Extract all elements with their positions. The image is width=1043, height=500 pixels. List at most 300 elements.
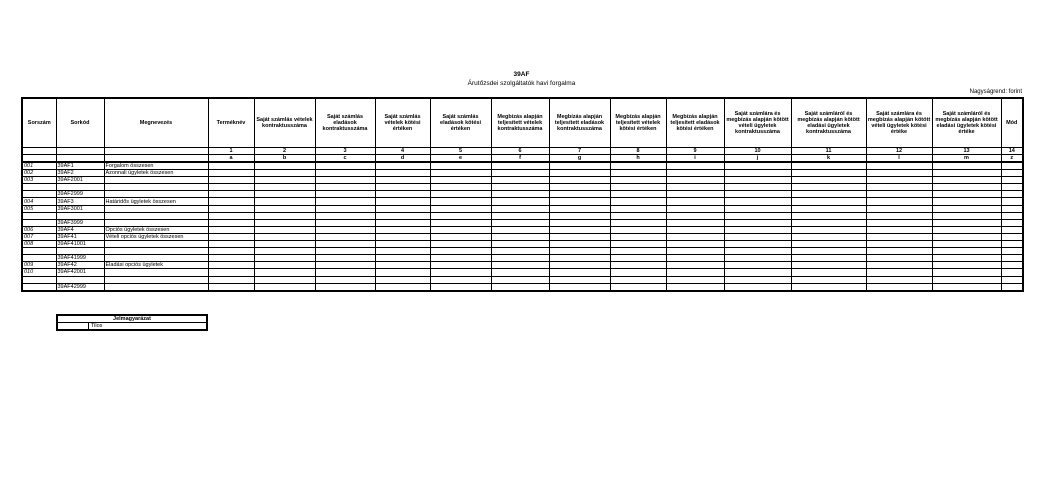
row-name [104,184,208,191]
data-cell[interactable] [866,255,932,262]
data-cell[interactable] [254,191,315,198]
data-cell[interactable] [610,226,666,233]
data-cell[interactable] [254,283,315,291]
data-cell[interactable] [866,219,932,226]
data-cell[interactable] [866,233,932,240]
data-cell[interactable] [666,248,724,255]
data-cell[interactable] [430,283,491,291]
data-cell[interactable] [315,269,375,276]
row-name: Határidős ügyletek összesen [104,198,208,205]
row-serial: 001 [22,162,56,170]
data-cell[interactable] [932,233,1001,240]
data-cell[interactable] [932,241,1001,248]
data-cell[interactable] [791,191,866,198]
data-cell[interactable] [724,248,791,255]
data-cell[interactable] [610,170,666,177]
data-cell[interactable] [375,177,430,184]
data-cell[interactable] [430,226,491,233]
data-cell[interactable] [208,177,254,184]
data-cell[interactable] [724,262,791,269]
row-code: 39AF3001 [56,205,104,212]
data-cell[interactable] [254,184,315,191]
data-cell[interactable] [254,255,315,262]
data-cell[interactable] [932,191,1001,198]
data-cell[interactable] [724,191,791,198]
row-name [104,283,208,291]
column-header: Saját számlás eladások kötési értéken [430,98,491,148]
data-cell[interactable] [254,276,315,283]
row-name [104,219,208,226]
data-cell[interactable] [610,241,666,248]
data-cell[interactable] [491,233,549,240]
row-name [104,177,208,184]
data-cell[interactable] [724,198,791,205]
data-cell[interactable] [866,226,932,233]
data-cell[interactable] [208,170,254,177]
data-cell[interactable] [315,184,375,191]
data-cell[interactable] [666,255,724,262]
data-cell[interactable] [208,255,254,262]
data-cell[interactable] [375,241,430,248]
data-cell[interactable] [491,177,549,184]
data-cell[interactable] [208,198,254,205]
data-cell[interactable] [666,198,724,205]
table-row [22,177,1023,184]
data-cell[interactable] [791,255,866,262]
data-cell[interactable] [315,212,375,219]
data-cell[interactable] [315,248,375,255]
data-cell[interactable] [866,241,932,248]
data-cell[interactable] [610,255,666,262]
data-cell[interactable] [491,241,549,248]
data-cell[interactable] [208,212,254,219]
data-cell[interactable] [724,212,791,219]
data-cell[interactable] [430,184,491,191]
data-cell[interactable] [791,205,866,212]
data-cell[interactable] [1001,269,1023,276]
data-cell[interactable] [666,269,724,276]
data-cell[interactable] [1001,262,1023,269]
data-cell[interactable] [666,184,724,191]
data-cell[interactable] [1001,226,1023,233]
data-cell[interactable] [491,262,549,269]
data-cell[interactable] [932,283,1001,291]
row-name [104,212,208,219]
data-cell[interactable] [549,177,610,184]
data-cell[interactable] [866,248,932,255]
data-cell[interactable] [866,191,932,198]
data-cell[interactable] [208,205,254,212]
table-row [22,170,1023,177]
column-header: Saját számlás vételek kontraktusszáma [254,98,315,148]
column-letter [22,155,56,163]
data-cell[interactable] [724,162,791,170]
data-cell[interactable] [254,262,315,269]
data-cell[interactable] [932,162,1001,170]
data-cell[interactable] [610,177,666,184]
data-cell[interactable] [491,248,549,255]
data-cell[interactable] [549,184,610,191]
data-cell[interactable] [866,269,932,276]
data-cell[interactable] [610,269,666,276]
row-code: 39AF3999 [56,219,104,226]
data-cell[interactable] [375,248,430,255]
data-cell[interactable] [208,162,254,170]
data-cell[interactable] [866,162,932,170]
data-cell[interactable] [549,219,610,226]
data-cell[interactable] [549,198,610,205]
row-name [104,255,208,262]
data-cell[interactable] [610,198,666,205]
data-cell[interactable] [549,255,610,262]
data-cell[interactable] [1001,255,1023,262]
data-cell[interactable] [724,219,791,226]
data-cell[interactable] [315,262,375,269]
data-cell[interactable] [430,233,491,240]
data-cell[interactable] [610,283,666,291]
data-cell[interactable] [375,269,430,276]
data-cell[interactable] [491,276,549,283]
data-cell[interactable] [791,262,866,269]
row-serial: 006 [22,226,56,233]
data-cell[interactable] [610,162,666,170]
data-cell[interactable] [866,170,932,177]
data-cell[interactable] [666,226,724,233]
data-cell[interactable] [491,198,549,205]
data-cell[interactable] [610,212,666,219]
row-code: 39AF41 [56,233,104,240]
data-cell[interactable] [208,248,254,255]
data-cell[interactable] [208,241,254,248]
row-code: 39AF42001 [56,269,104,276]
data-cell[interactable] [932,184,1001,191]
data-cell[interactable] [724,226,791,233]
data-cell[interactable] [1001,212,1023,219]
data-cell[interactable] [791,241,866,248]
data-cell[interactable] [791,198,866,205]
data-cell[interactable] [1001,191,1023,198]
data-cell[interactable] [208,283,254,291]
data-cell[interactable] [932,276,1001,283]
data-cell[interactable] [315,276,375,283]
data-cell[interactable] [610,191,666,198]
data-cell[interactable] [430,269,491,276]
data-cell[interactable] [666,162,724,170]
column-letter: a [208,155,254,163]
data-cell[interactable] [315,198,375,205]
column-letter: d [375,155,430,163]
data-cell[interactable] [932,198,1001,205]
data-cell[interactable] [491,219,549,226]
column-number: 7 [549,148,610,155]
data-cell[interactable] [666,170,724,177]
data-cell[interactable] [549,212,610,219]
data-cell[interactable] [610,233,666,240]
data-cell[interactable] [666,262,724,269]
data-cell[interactable] [866,262,932,269]
data-cell[interactable] [375,255,430,262]
data-cell[interactable] [375,162,430,170]
data-cell[interactable] [791,248,866,255]
data-cell[interactable] [254,219,315,226]
data-cell[interactable] [791,233,866,240]
data-cell[interactable] [375,276,430,283]
data-cell[interactable] [254,248,315,255]
data-cell[interactable] [791,283,866,291]
data-cell[interactable] [1001,233,1023,240]
data-cell[interactable] [1001,205,1023,212]
data-cell[interactable] [208,219,254,226]
data-cell[interactable] [254,212,315,219]
data-cell[interactable] [491,205,549,212]
row-serial: 002 [22,170,56,177]
data-cell[interactable] [315,255,375,262]
data-cell[interactable] [724,241,791,248]
data-cell[interactable] [375,226,430,233]
data-cell[interactable] [666,241,724,248]
data-cell[interactable] [610,184,666,191]
data-cell[interactable] [315,177,375,184]
data-cell[interactable] [610,276,666,283]
data-cell[interactable] [549,248,610,255]
data-cell[interactable] [254,233,315,240]
data-cell[interactable] [430,177,491,184]
row-serial [22,255,56,262]
data-cell[interactable] [610,248,666,255]
data-cell[interactable] [866,177,932,184]
data-cell[interactable] [791,177,866,184]
data-cell[interactable] [430,241,491,248]
row-serial: 007 [22,233,56,240]
data-cell[interactable] [315,219,375,226]
data-cell[interactable] [666,283,724,291]
data-cell[interactable] [932,226,1001,233]
column-header: Saját számlára és megbízás alapján kötött vételi ügyletek kötési értéke [866,98,932,148]
data-cell[interactable] [315,226,375,233]
data-cell[interactable] [430,212,491,219]
data-cell[interactable] [549,162,610,170]
data-cell[interactable] [315,191,375,198]
data-cell[interactable] [724,184,791,191]
data-cell[interactable] [666,191,724,198]
data-cell[interactable] [1001,184,1023,191]
data-cell[interactable] [549,170,610,177]
data-cell[interactable] [315,162,375,170]
data-cell[interactable] [375,233,430,240]
data-cell[interactable] [254,269,315,276]
data-cell[interactable] [375,212,430,219]
data-cell[interactable] [666,219,724,226]
data-cell[interactable] [1001,170,1023,177]
column-header: Mód [1001,98,1023,148]
data-cell[interactable] [1001,241,1023,248]
data-cell[interactable] [791,226,866,233]
data-cell[interactable] [666,276,724,283]
data-cell[interactable] [932,248,1001,255]
data-cell[interactable] [932,177,1001,184]
data-cell[interactable] [491,269,549,276]
data-cell[interactable] [1001,276,1023,283]
data-cell[interactable] [208,276,254,283]
data-cell[interactable] [491,212,549,219]
data-cell[interactable] [549,269,610,276]
row-serial [22,283,56,291]
row-name [104,241,208,248]
data-cell[interactable] [791,162,866,170]
data-cell[interactable] [254,177,315,184]
data-cell[interactable] [491,283,549,291]
data-cell[interactable] [932,219,1001,226]
data-cell[interactable] [375,205,430,212]
data-cell[interactable] [315,205,375,212]
data-cell[interactable] [549,262,610,269]
data-cell[interactable] [932,255,1001,262]
data-cell[interactable] [791,170,866,177]
data-cell[interactable] [254,241,315,248]
column-number [56,148,104,155]
data-cell[interactable] [724,269,791,276]
data-cell[interactable] [666,233,724,240]
data-cell[interactable] [254,205,315,212]
data-cell[interactable] [724,233,791,240]
data-cell[interactable] [866,212,932,219]
data-cell[interactable] [315,241,375,248]
data-cell[interactable] [549,283,610,291]
data-cell[interactable] [491,184,549,191]
row-code: 39AF42999 [56,283,104,291]
data-cell[interactable] [430,262,491,269]
data-cell[interactable] [610,262,666,269]
data-cell[interactable] [549,205,610,212]
data-cell[interactable] [549,233,610,240]
row-serial [22,212,56,219]
data-cell[interactable] [791,212,866,219]
data-cell[interactable] [208,262,254,269]
data-cell[interactable] [866,205,932,212]
data-cell[interactable] [254,170,315,177]
data-cell[interactable] [1001,198,1023,205]
data-cell[interactable] [491,226,549,233]
data-cell[interactable] [549,276,610,283]
data-cell[interactable] [1001,177,1023,184]
column-header: Megbízás alapján teljesített eladások kontraktusszáma [549,98,610,148]
data-cell[interactable] [430,191,491,198]
column-number: 4 [375,148,430,155]
data-cell[interactable] [375,184,430,191]
data-cell[interactable] [1001,283,1023,291]
data-cell[interactable] [491,170,549,177]
table-row [22,255,1023,262]
data-cell[interactable] [1001,162,1023,170]
data-cell[interactable] [430,255,491,262]
row-serial: 003 [22,177,56,184]
row-name [104,276,208,283]
row-code: 39AF1 [56,162,104,170]
data-cell[interactable] [724,177,791,184]
data-cell[interactable] [866,184,932,191]
data-cell[interactable] [375,191,430,198]
data-cell[interactable] [208,191,254,198]
data-cell[interactable] [491,255,549,262]
data-cell[interactable] [549,226,610,233]
data-cell[interactable] [430,170,491,177]
column-header: Terméknév [208,98,254,148]
data-cell[interactable] [666,205,724,212]
row-code [56,212,104,219]
data-cell[interactable] [549,241,610,248]
data-cell[interactable] [430,162,491,170]
data-cell[interactable] [866,198,932,205]
data-cell[interactable] [932,212,1001,219]
data-cell[interactable] [375,170,430,177]
data-cell[interactable] [866,283,932,291]
data-cell[interactable] [610,205,666,212]
data-cell[interactable] [866,276,932,283]
data-cell[interactable] [724,276,791,283]
data-cell[interactable] [430,198,491,205]
data-cell[interactable] [791,184,866,191]
row-serial [22,248,56,255]
data-cell[interactable] [791,276,866,283]
data-cell[interactable] [430,276,491,283]
data-cell[interactable] [932,170,1001,177]
data-cell[interactable] [491,162,549,170]
data-cell[interactable] [549,191,610,198]
data-cell[interactable] [491,191,549,198]
data-cell[interactable] [610,219,666,226]
data-cell[interactable] [791,219,866,226]
data-cell[interactable] [724,170,791,177]
data-cell[interactable] [375,283,430,291]
column-letter: e [430,155,491,163]
data-cell[interactable] [932,205,1001,212]
table-code: 39AF [513,71,530,78]
data-cell[interactable] [315,233,375,240]
data-cell[interactable] [208,226,254,233]
data-cell[interactable] [430,219,491,226]
column-number: 3 [315,148,375,155]
data-cell[interactable] [375,262,430,269]
data-cell[interactable] [254,162,315,170]
data-cell[interactable] [208,233,254,240]
data-cell[interactable] [666,212,724,219]
data-cell[interactable] [430,248,491,255]
data-cell[interactable] [254,198,315,205]
data-cell[interactable] [724,283,791,291]
column-letter [104,155,208,163]
data-cell[interactable] [208,184,254,191]
data-cell[interactable] [1001,248,1023,255]
row-code: 39AF41999 [56,255,104,262]
data-cell[interactable] [724,205,791,212]
data-cell[interactable] [1001,219,1023,226]
data-cell[interactable] [315,170,375,177]
data-cell[interactable] [666,177,724,184]
data-cell[interactable] [375,219,430,226]
data-cell[interactable] [315,283,375,291]
row-serial [22,184,56,191]
data-cell[interactable] [375,198,430,205]
table-title: Árutőzsdei szolgáltatók havi forgalma [467,80,576,87]
data-cell[interactable] [791,269,866,276]
data-cell[interactable] [430,205,491,212]
data-cell[interactable] [724,255,791,262]
data-cell[interactable] [932,269,1001,276]
data-cell[interactable] [932,262,1001,269]
data-cell[interactable] [208,269,254,276]
data-cell[interactable] [254,226,315,233]
row-serial: 010 [22,269,56,276]
